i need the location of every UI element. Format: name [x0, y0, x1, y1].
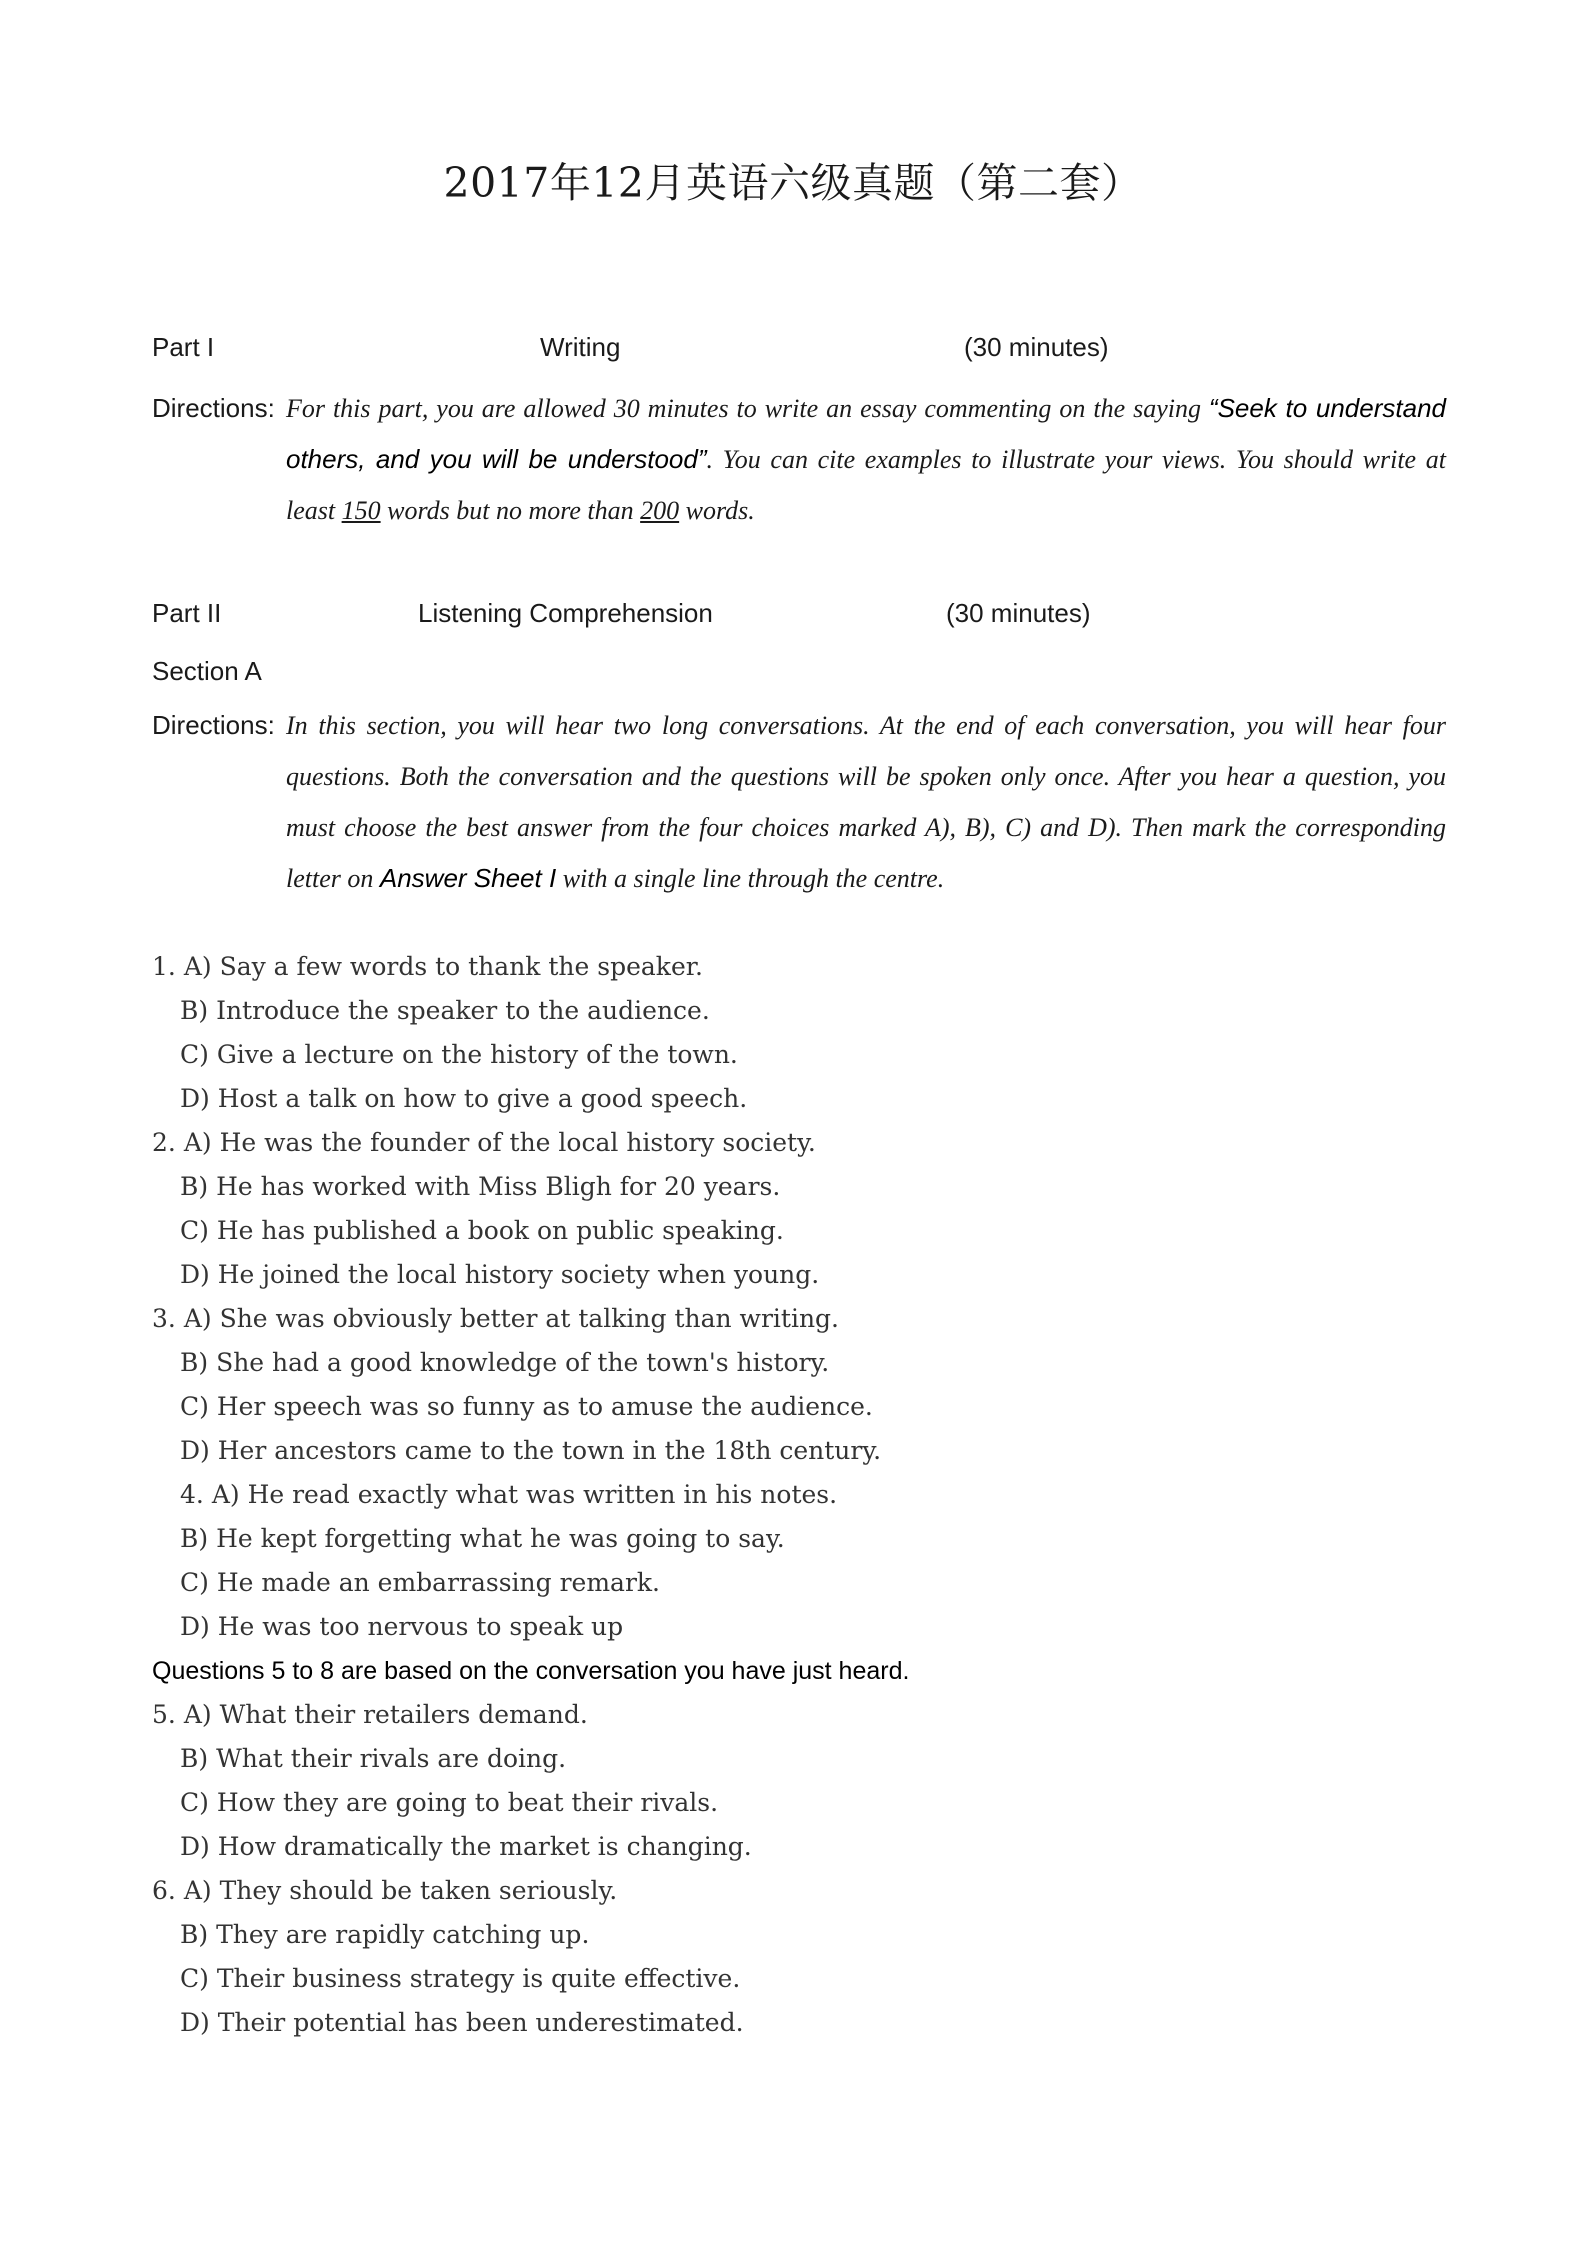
part-1-header: [152, 332, 1452, 372]
option-d: D) How dramatically the market is changing.: [180, 1832, 752, 1861]
option-a: A) They should be taken seriously.: [183, 1876, 618, 1905]
part-1-time: (30 minutes): [964, 332, 1109, 362]
option-d: D) He joined the local history society when young.: [180, 1260, 820, 1289]
question-3: [152, 1297, 1452, 1341]
part-1-directions: [152, 383, 1446, 536]
option-c: C) How they are going to beat their rivals.: [180, 1788, 719, 1817]
directions-label: Directions:: [152, 710, 275, 740]
option-c: C) Her speech was so funny as to amuse the audience.: [180, 1392, 873, 1421]
option-c: C) He has published a book on public speaking.: [180, 1216, 784, 1245]
part-2-header: [152, 598, 1452, 638]
part-2-time: (30 minutes): [946, 598, 1091, 628]
directions-quote: “Seek to understand others, and you will be understood”: [286, 393, 1446, 474]
option-a: A) Say a few words to thank the speaker.: [183, 952, 703, 981]
option-b: B) He has worked with Miss Bligh for 20 years.: [180, 1172, 781, 1201]
question-4: [152, 1473, 1452, 1517]
max-words: 200: [640, 496, 680, 525]
directions-label: Directions:: [152, 393, 275, 423]
page-title: 2017年12月英语六级真题（第二套）: [443, 159, 1143, 207]
directions-text: [286, 700, 1446, 904]
directions-text-after: with a single line through the centre.: [556, 864, 945, 893]
option-c: C) Their business strategy is quite effective.: [180, 1964, 741, 1993]
option-b: B) Introduce the speaker to the audience.: [180, 996, 710, 1025]
option-a: A) He read exactly what was written in his notes.: [211, 1480, 838, 1509]
answer-sheet-ref: Answer Sheet I: [379, 863, 557, 893]
question-2: [152, 1121, 1452, 1165]
directions-text-after: words.: [679, 496, 755, 525]
option-b: B) They are rapidly catching up.: [180, 1920, 590, 1949]
directions-text-before: In this section, you will hear two long conversations. At the end of each conversation, you will hear four questions. Both the conversation and the questions will be spoken only once. After you hear a question, you must choose the best answer from the four choices marked A), B), C) and D). Then mark the corresponding letter on: [286, 711, 1446, 893]
option-d: D) Host a talk on how to give a good speech.: [180, 1084, 748, 1113]
question-number: 2.: [152, 1128, 176, 1157]
directions-text: [286, 383, 1446, 536]
directions-text-mid2: words but no more than: [380, 496, 641, 525]
part-2-label: Part II: [152, 598, 222, 628]
option-c: C) He made an embarrassing remark.: [180, 1568, 661, 1597]
question-list: [152, 945, 1452, 2045]
option-b: B) He kept forgetting what he was going to say.: [180, 1524, 785, 1553]
section-a-label: Section A: [152, 656, 262, 686]
min-words: 150: [341, 496, 381, 525]
option-a: A) What their retailers demand.: [183, 1700, 588, 1729]
question-number: 3.: [152, 1304, 176, 1333]
question-number: 6.: [152, 1876, 176, 1905]
directions-text-before: For this part, you are allowed 30 minutes to write an essay commenting on the saying: [286, 394, 1209, 423]
part-2-directions: [152, 700, 1446, 904]
question-number: 5.: [152, 1700, 176, 1729]
question-5: [152, 1693, 1452, 1737]
option-a: A) She was obviously better at talking than writing.: [183, 1304, 840, 1333]
option-b: B) She had a good knowledge of the town's history.: [180, 1348, 830, 1377]
option-b: B) What their rivals are doing.: [180, 1744, 567, 1773]
question-number: 4.: [180, 1480, 204, 1509]
part-1-name: Writing: [540, 332, 621, 362]
option-d: D) Her ancestors came to the town in the 18th century.: [180, 1436, 882, 1465]
option-a: A) He was the founder of the local history society.: [183, 1128, 816, 1157]
question-6: [152, 1869, 1452, 1913]
option-c: C) Give a lecture on the history of the town.: [180, 1040, 738, 1069]
directions-text-mid: . You can cite examples to illustrate your views. You should write at least: [286, 445, 1446, 525]
option-d: D) Their potential has been underestimated.: [180, 2008, 744, 2037]
part-2-name: Listening Comprehension: [418, 598, 713, 628]
questions-5-8-note: Questions 5 to 8 are based on the conversation you have just heard.: [152, 1657, 910, 1685]
part-1-label: Part I: [152, 332, 215, 362]
option-d: D) He was too nervous to speak up: [180, 1612, 624, 1641]
question-1: [152, 945, 1452, 989]
question-number: 1.: [152, 952, 176, 981]
